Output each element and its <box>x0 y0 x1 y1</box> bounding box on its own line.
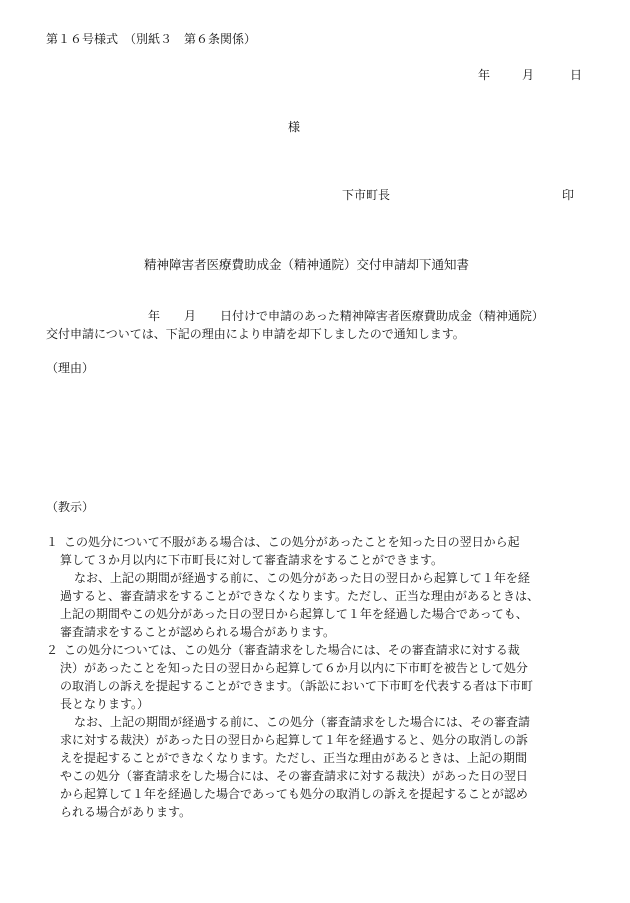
form-number: 第１６号様式 （別紙３ 第６条関係） <box>46 32 257 46</box>
item-line: 過すると、審査請求をすることができなくなります。ただし、正当な理由があるときは、 <box>60 589 540 603</box>
item-line: えを提起することができなくなります。ただし、正当な理由があるときは、上記の期間 <box>60 751 528 765</box>
seal-mark: 印 <box>562 188 575 202</box>
addressee-suffix: 様 <box>288 120 301 134</box>
item-line: 算して３か月以内に下市町長に対して審査請求をすることができます。 <box>60 553 444 567</box>
item-line: この処分については、この処分（審査請求をした場合には、その審査請求に対する裁 <box>64 643 520 657</box>
item-line: 審査請求をすることが認められる場合があります。 <box>60 625 336 639</box>
notice-paragraph <box>46 307 586 343</box>
instruction-item-2 <box>46 641 586 821</box>
item-line: やこの処分（審査請求をした場合には、その審査請求に対する裁決）があった日の翌日 <box>60 769 528 783</box>
document-title: 精神障害者医療費助成金（精神通院）交付申請却下通知書 <box>144 257 470 272</box>
item-line: 求に対する裁決）があった日の翌日から起算して１年を経過すると、処分の取消しの訴 <box>60 733 528 747</box>
date-year-label: 年 <box>478 68 491 82</box>
item-line: られる場合があります。 <box>60 805 192 819</box>
body-date-month: 月 <box>184 309 197 323</box>
item-line: 決）があったことを知った日の翌日から起算して６か月以内に下市町を被告として処分 <box>60 661 528 675</box>
issuer-name: 下市町長 <box>342 188 391 202</box>
item-line: 上記の期間やこの処分があった日の翌日から起算して１年を経過した場合であっても、 <box>60 607 528 621</box>
item-line: なお、上記の期間が経過する前に、この処分（審査請求をした場合には、その審査請 <box>74 715 531 729</box>
body-line1-rest: 日付けで申請のあった精神障害者医療費助成金（精神通院） <box>220 309 544 323</box>
reason-label: （理由） <box>46 361 95 375</box>
body-date-year: 年 <box>148 309 161 323</box>
item-number: １ <box>46 535 59 549</box>
item-line: なお、上記の期間が経過する前に、この処分があった日の翌日から起算して１年を経 <box>74 571 530 585</box>
item-line: この処分について不服がある場合は、この処分があったことを知った日の翌日から起 <box>64 535 520 549</box>
item-line: の取消しの訴えを提起することができます。（訴訟において下市町を代表する者は下市町 <box>60 679 534 693</box>
item-line: 長となります。） <box>60 697 150 711</box>
item-line: から起算して１年を経過した場合であっても処分の取消しの訴えを提起することが認め <box>60 787 528 801</box>
item-number: ２ <box>46 643 59 657</box>
instruction-item-1 <box>46 533 586 641</box>
date-day-label: 日 <box>570 68 583 82</box>
date-month-label: 月 <box>522 68 535 82</box>
instruction-label: （教示） <box>46 500 95 514</box>
notice-line-2: 交付申請については、下記の理由により申請を却下しましたので通知します。 <box>46 327 465 341</box>
notice-line-1 <box>46 307 586 325</box>
